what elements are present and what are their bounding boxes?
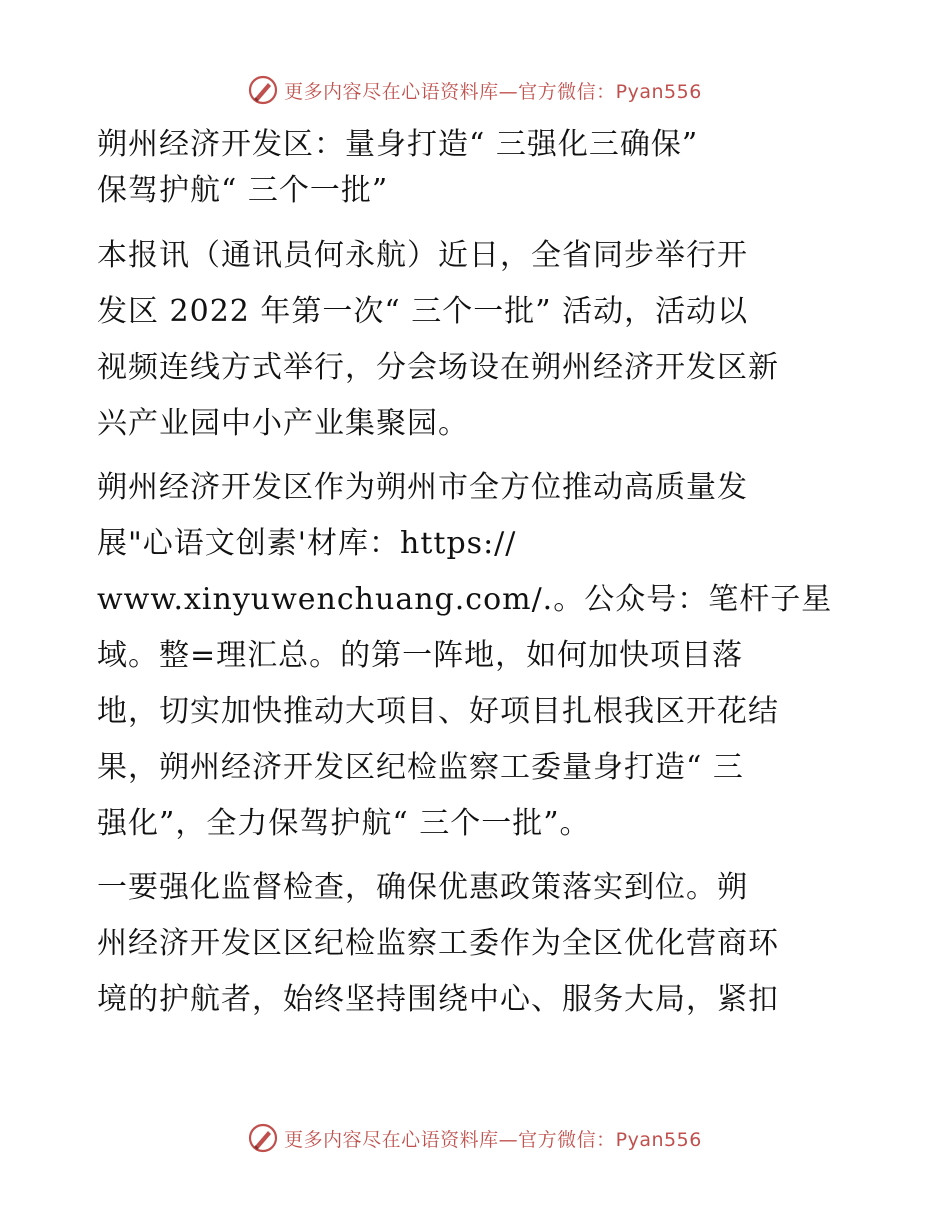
title-line: 朔州经济开发区：量身打造“ 三强化三确保” bbox=[97, 127, 699, 162]
text-line: 地，切实加快推动大项目、好项目扎根我区开花结 bbox=[97, 694, 779, 729]
paragraph bbox=[97, 228, 857, 452]
pen-logo-icon bbox=[248, 75, 278, 105]
text-line: 州经济开发区区纪检监察工委作为全区优化营商环 bbox=[97, 926, 779, 961]
text-line: 强化”，全力保驾护航“ 三个一批”。 bbox=[97, 806, 591, 841]
article-title bbox=[97, 122, 857, 214]
paragraph bbox=[97, 460, 857, 852]
text-line: 发区 2022 年第一次“ 三个一批” 活动，活动以 bbox=[97, 294, 749, 329]
text-line: 一要强化监督检查，确保优惠政策落实到位。朔 bbox=[97, 870, 748, 905]
text-line: 境的护航者，始终坚持围绕中心、服务大局，紧扣 bbox=[97, 982, 779, 1017]
document-body bbox=[97, 122, 857, 1036]
text-line: 展"心语文创素'材库：https:// bbox=[97, 526, 517, 561]
text-line: 果，朔州经济开发区纪检监察工委量身打造“ 三 bbox=[97, 750, 744, 785]
text-line: www.xinyuwenchuang.com/.。公众号：笔杆子星 bbox=[97, 582, 833, 617]
text-line: 本报讯（通讯员何永航）近日，全省同步举行开 bbox=[97, 238, 748, 273]
footer-banner bbox=[0, 1118, 950, 1158]
header-banner bbox=[0, 70, 950, 110]
text-line: 朔州经济开发区作为朔州市全方位推动高质量发 bbox=[97, 470, 748, 505]
title-line: 保驾护航“ 三个一批” bbox=[97, 173, 389, 208]
text-line: 视频连线方式举行，分会场设在朔州经济开发区新 bbox=[97, 350, 779, 385]
paragraph bbox=[97, 860, 857, 1028]
banner-text: 更多内容尽在心语资料库—官方微信：Pyan556 bbox=[284, 1128, 702, 1151]
pen-logo-icon bbox=[248, 1123, 278, 1153]
banner-text: 更多内容尽在心语资料库—官方微信：Pyan556 bbox=[284, 80, 702, 103]
text-line: 域。整=理汇总。的第一阵地，如何加快项目落 bbox=[97, 638, 744, 673]
text-line: 兴产业园中小产业集聚园。 bbox=[97, 406, 469, 441]
